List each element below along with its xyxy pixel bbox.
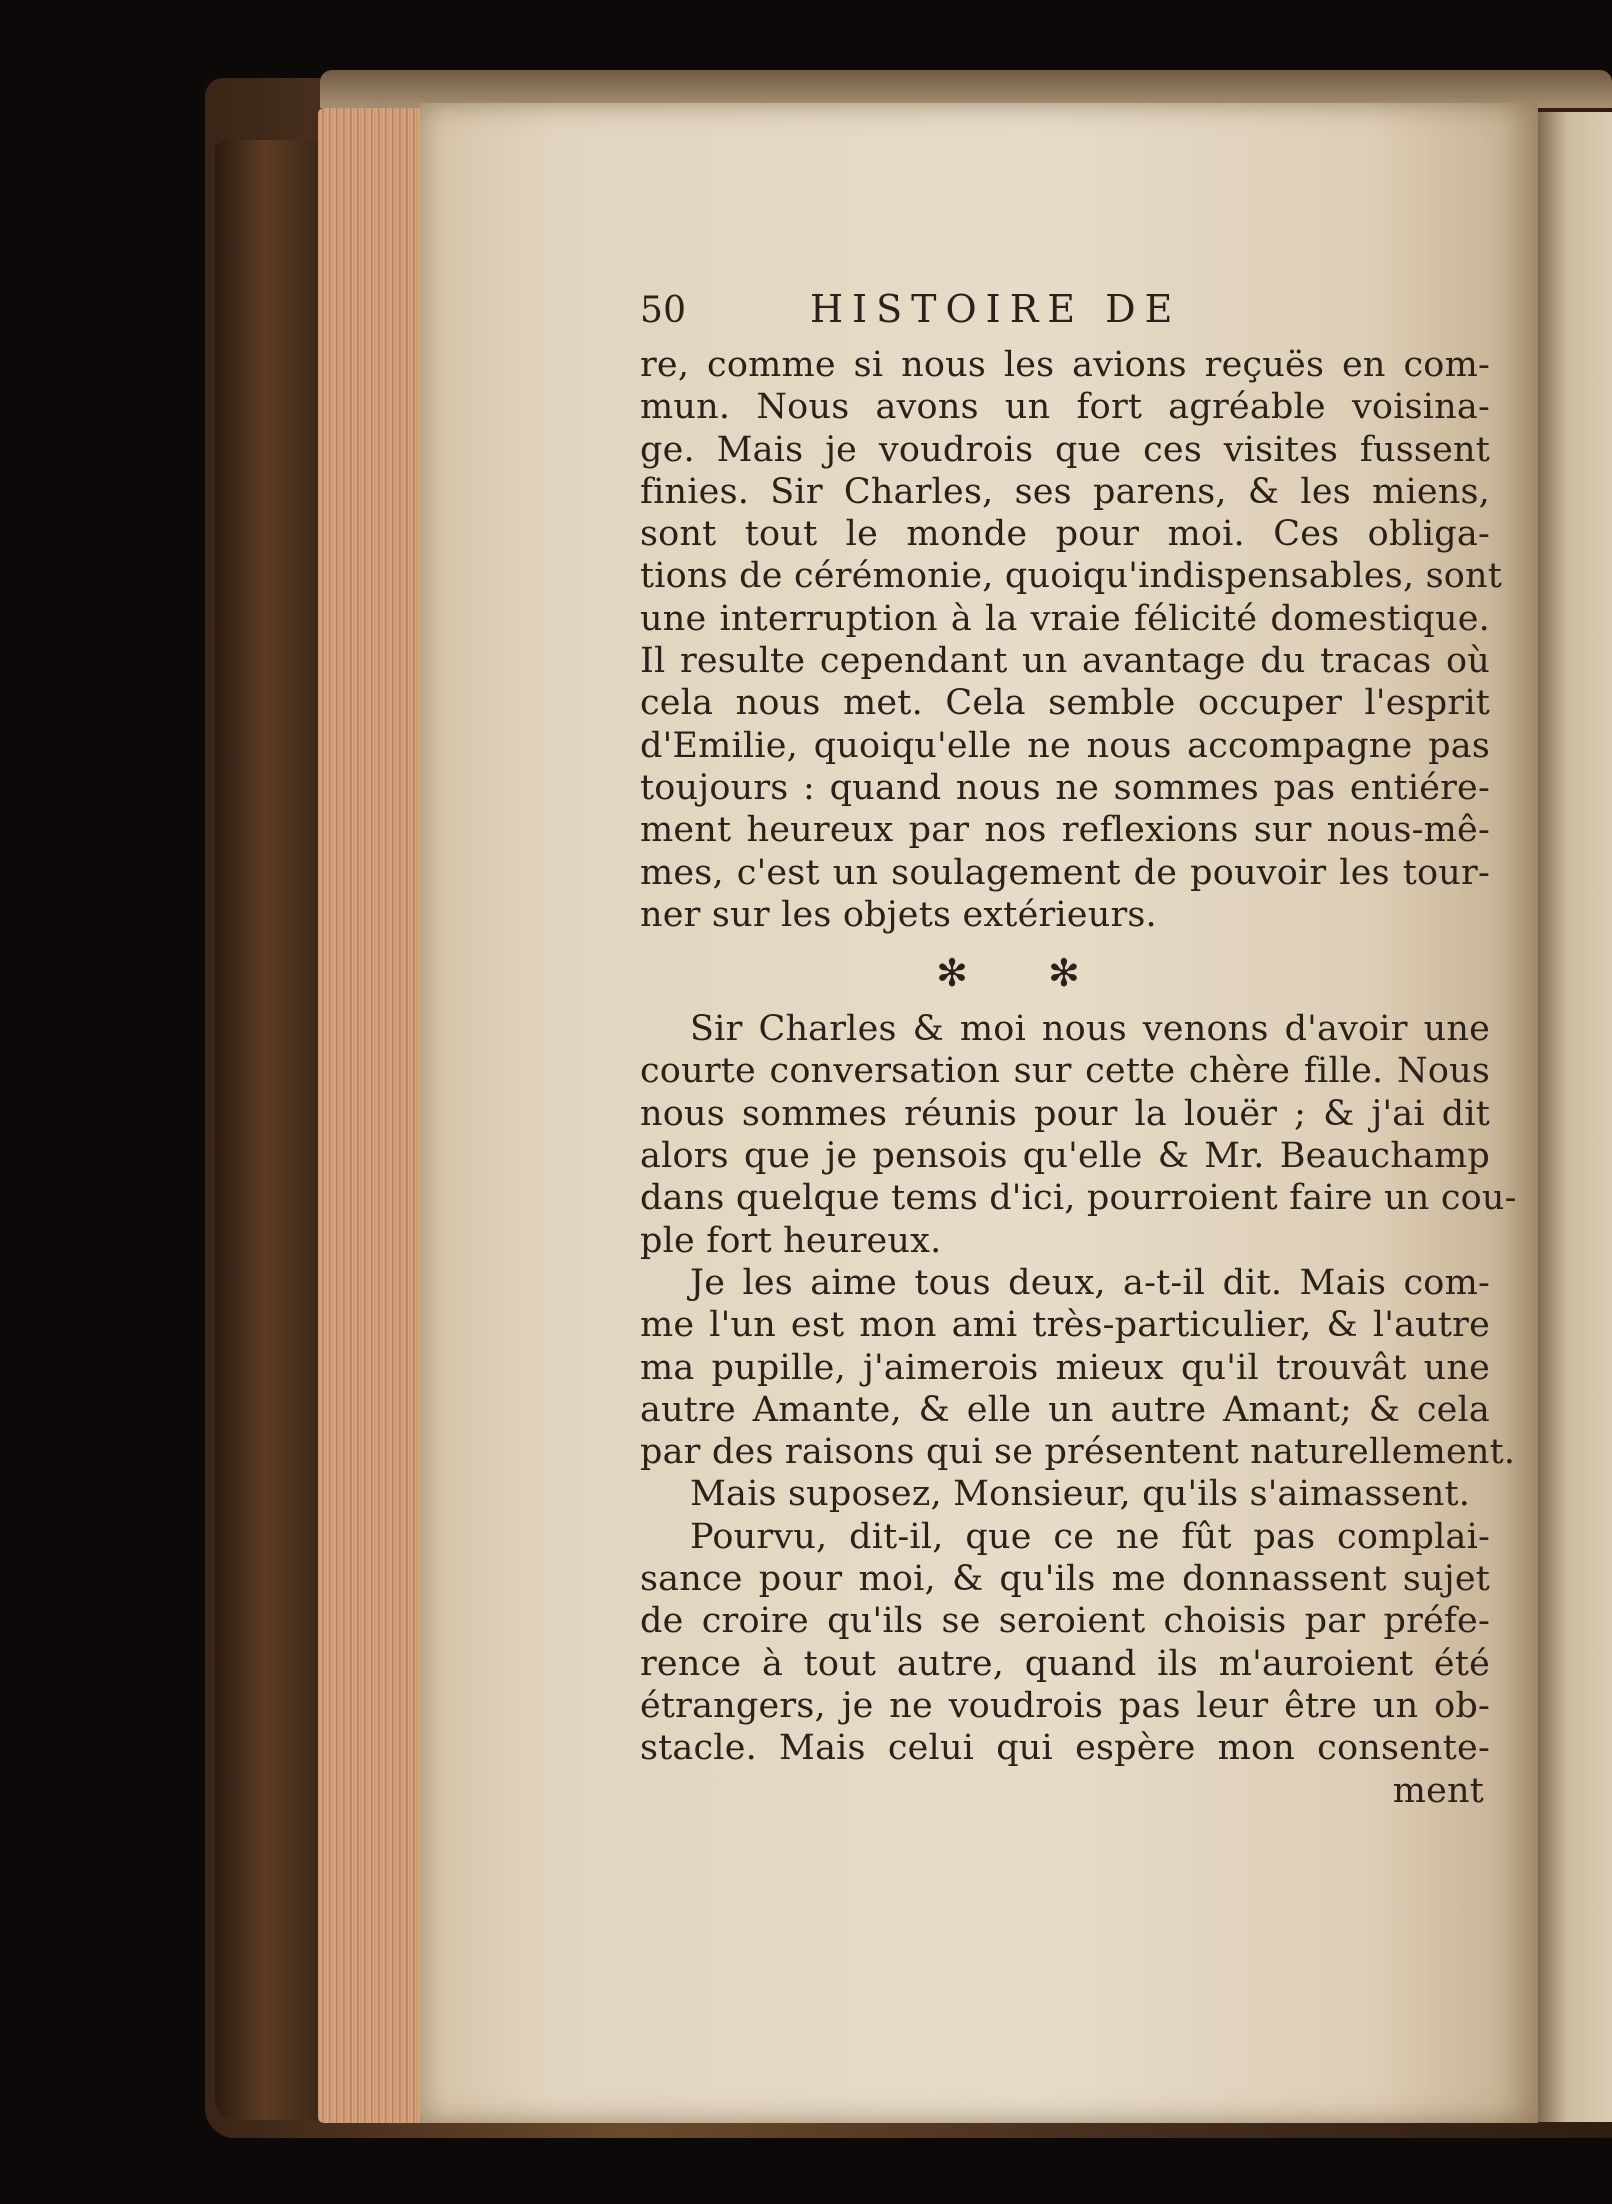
text-line: ple fort heureux. bbox=[640, 1220, 942, 1261]
text-line: sont tout le monde pour moi. Ces obliga- bbox=[640, 514, 1490, 555]
text-line: alors que je pensois qu'elle & Mr. Beauchamp bbox=[640, 1136, 1490, 1177]
running-head: HISTOIRE DE bbox=[810, 287, 1182, 331]
text-line: toujours : quand nous ne sommes pas entiére- bbox=[640, 767, 1490, 808]
text-line: rence à tout autre, quand ils m'auroient été bbox=[640, 1643, 1490, 1684]
text-line: autre Amante, & elle un autre Amant; & cela bbox=[640, 1389, 1490, 1430]
page-number: 50 bbox=[640, 290, 687, 331]
page-text bbox=[640, 287, 1517, 1811]
text-line: stacle. Mais celui qui espère mon consente- bbox=[640, 1728, 1490, 1769]
paragraph-5 bbox=[640, 1516, 1490, 1770]
text-line: ner sur les objets extérieurs. bbox=[640, 894, 1157, 935]
text-line: Je les aime tous deux, a-t-il dit. Mais com- bbox=[690, 1262, 1490, 1303]
book-spine bbox=[215, 140, 325, 2120]
text-line: Pourvu, dit-il, que ce ne fût pas complai- bbox=[690, 1516, 1490, 1557]
text-line: dans quelque tems d'ici, pourroient faire un cou- bbox=[640, 1178, 1517, 1219]
text-line: mun. Nous avons un fort agréable voisina- bbox=[640, 387, 1490, 428]
text-line: courte conversation sur cette chère fille. Nous bbox=[640, 1051, 1490, 1092]
page-header bbox=[640, 288, 1490, 340]
text-line: ma pupille, j'aimerois mieux qu'il trouvât une bbox=[640, 1347, 1490, 1388]
paragraph-2 bbox=[640, 1008, 1517, 1262]
text-line: ge. Mais je voudrois que ces visites fussent bbox=[640, 429, 1490, 470]
text-line: Sir Charles & moi nous venons d'avoir une bbox=[690, 1009, 1490, 1050]
facing-page-edge bbox=[1538, 112, 1612, 2122]
text-line: ment heureux par nos reflexions sur nous-mê- bbox=[640, 810, 1490, 851]
text-line: finies. Sir Charles, ses parens, & les miens, bbox=[640, 471, 1490, 512]
paragraph-1 bbox=[640, 344, 1503, 936]
text-line: d'Emilie, quoiqu'elle ne nous accompagne pas bbox=[640, 725, 1490, 766]
catchword: ment bbox=[1392, 1770, 1484, 1811]
text-line: une interruption à la vraie félicité domestique. bbox=[640, 598, 1490, 639]
text-line: cela nous met. Cela semble occuper l'esprit bbox=[640, 683, 1490, 724]
text-line: me l'un est mon ami très-particulier, & l'autre bbox=[640, 1305, 1490, 1346]
text-line: tions de cérémonie, quoiqu'indispensables, sont bbox=[640, 556, 1503, 597]
text-line: mes, c'est un soulagement de pouvoir les tour- bbox=[640, 852, 1490, 893]
text-line: étrangers, je ne voudrois pas leur être un ob- bbox=[640, 1685, 1490, 1726]
paragraph-4 bbox=[640, 1473, 1490, 1515]
paragraph-3 bbox=[640, 1262, 1516, 1473]
section-separator: ✻ ✻ bbox=[936, 951, 1114, 996]
text-line: re, comme si nous les avions reçuës en com- bbox=[640, 345, 1490, 385]
text-line: sance pour moi, & qu'ils me donnassent sujet bbox=[640, 1559, 1490, 1600]
text-line: de croire qu'ils se seroient choisis par préfe- bbox=[640, 1601, 1490, 1642]
text-line: nous sommes réunis pour la louër ; & j'ai dit bbox=[640, 1093, 1490, 1134]
text-line: Mais suposez, Monsieur, qu'ils s'aimassent. bbox=[690, 1474, 1471, 1515]
text-line: Il resulte cependant un avantage du tracas où bbox=[640, 641, 1490, 682]
text-line: par des raisons qui se présentent naturellement. bbox=[640, 1432, 1516, 1473]
